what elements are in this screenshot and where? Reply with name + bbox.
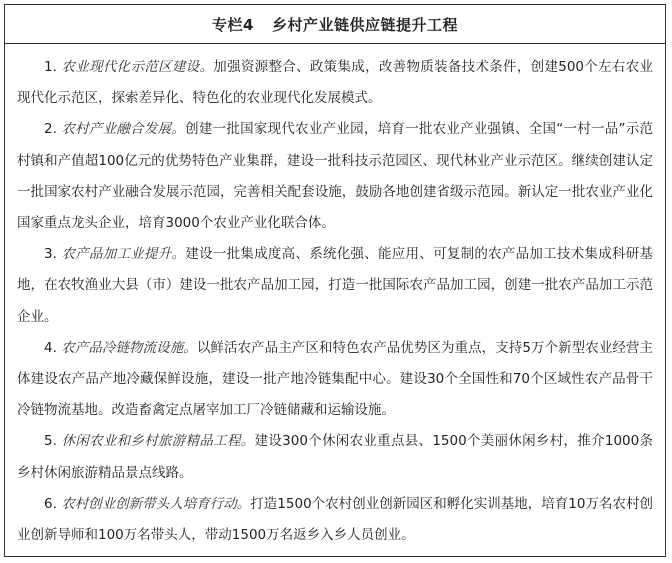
item-body: 打造1500个农村创业创新园区和孵化实训基地，培育10万名农村创业创新导师和100万名带头人，带动1500万名返乡入乡人员创业。 [17,495,654,544]
item-body: 加强资源整合、政策集成，改善物质装备技术条件，创建500个左右农业现代化示范区，探索差异化、特色化的农业现代化发展模式。 [17,59,653,107]
column-header [5,5,665,44]
column-title: 乡村产业链供应链提升工程 [271,15,458,34]
item-lead: 农村创业创新带头人培育行动。 [61,495,251,512]
list-item [17,239,653,333]
item-number: 2. [44,121,57,138]
item-number: 3. [44,246,57,263]
item-body: 以鲜活农产品主产区和特色农产品优势区为重点，支持5万个新型农业经营主体建设农产品产地冷藏保鲜设施，建设一批产地冷链集配中心。建设30个全国性和70个区域性农产品骨干冷链物流基地。改造畜禽定点屠宰加工厂冷链储藏和运输设施。 [17,339,654,419]
item-number: 6. [44,495,57,512]
item-body: 建设一批集成度高、系统化强、能应用、可复制的农产品加工技术集成科研基地，在农牧渔业大县（市）建设一批农产品加工园，打造一批国际农产品加工园，创建一批农产品加工示范企业。 [17,246,654,325]
item-number: 5. [44,433,57,450]
column-box [4,4,666,557]
item-lead: 农业现代化示范区建设。 [61,59,214,75]
item-number: 4. [44,339,57,356]
list-item [17,333,653,427]
item-lead: 农产品冷链物流设施。 [61,339,197,356]
list-item [17,114,653,239]
item-lead: 休闲农业和乡村旅游精品工程。 [61,433,255,450]
column-label: 专栏4 [212,15,254,34]
item-body: 创建一批国家现代农业产业园，培育一批农业产业强镇、全国“一村一品”示范村镇和产值超100亿元的优势特色产业集群，建设一批科技示范园区、现代林业产业示范区。继续创建认定一批国家农村产业融合发展示范园，完善相关配套设施，鼓励各地创建省级示范园。新认定一批农业产业化国家重点龙头企业，培育3000个农业产业化联合体。 [17,121,653,232]
item-number: 1. [44,59,57,75]
column-content [5,44,665,551]
list-item [17,426,653,488]
item-body: 建设300个休闲农业重点县、1500个美丽休闲乡村，推介1000条乡村休闲旅游精品景点线路。 [17,433,654,481]
list-item [17,52,653,114]
item-lead: 农村产业融合发展。 [61,121,186,138]
list-item [17,489,653,551]
item-lead: 农产品加工业提升。 [61,246,186,263]
